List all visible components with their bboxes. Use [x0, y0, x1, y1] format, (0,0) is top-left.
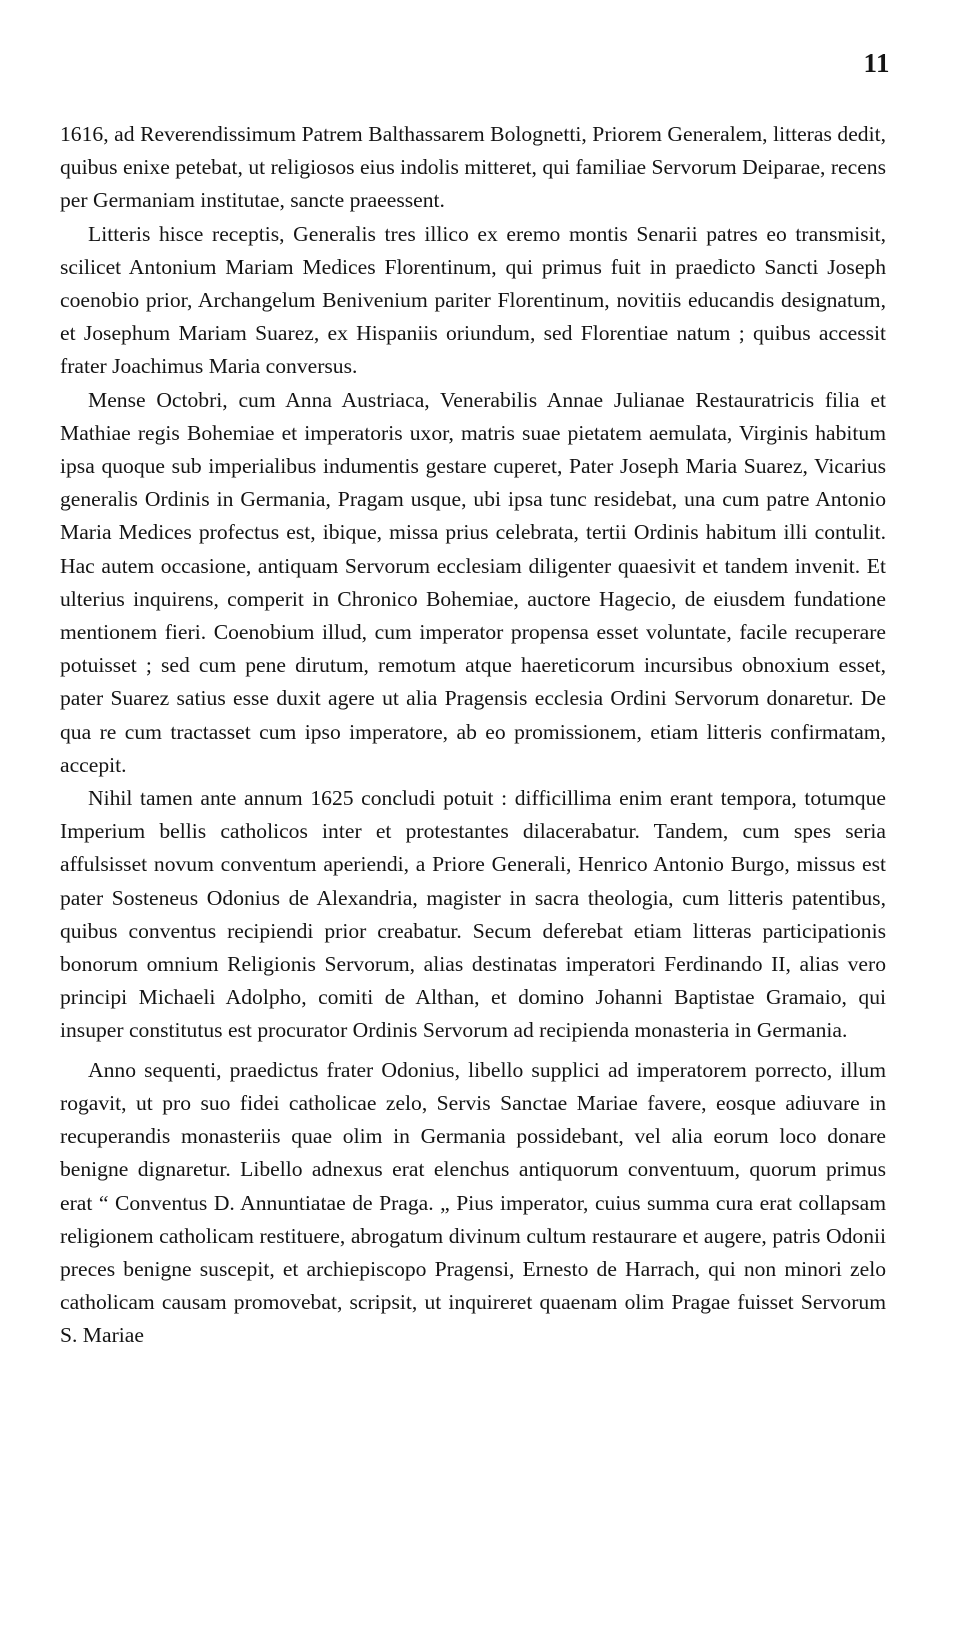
page-number: 11 [863, 48, 890, 78]
paragraph-2: Litteris hisce receptis, Generalis tres illico ex eremo montis Senarii patres eo transmisit, scilicet Antonium Mariam Medices Florentinum, qui primus fuit in praedicto Sancti Joseph coenobio prior, Archangelum Benivenium pariter Florentinum, novitiis educandis designatum, et Josephum Mariam Suarez, ex Hispaniis oriundum, sed Florentiae natum ; quibus accessit frater Joachimus Maria conversus. [60, 221, 886, 379]
text-body [60, 118, 886, 1353]
paragraph-4: Nihil tamen ante annum 1625 concludi potuit : difficillima enim erant tempora, totumque Imperium bellis catholicos inter et protestantes dilacerabatur. Tandem, cum spes seria affulsisset novum conventum aperiendi, a Priore Generali, Henrico Antonio Burgo, missus est pater Sosteneus Odonius de Alexandria, magister in sacra theologia, cum litteris patentibus, quibus conventus recipiendi prior creabatur. Secum deferebat etiam litteras participationis bonorum omnium Religionis Servorum, alias destinatas imperatori Ferdinando II, alias vero principi Michaeli Adolpho, comiti de Althan, et domino Johanni Baptistae Gramaio, qui insuper constitutus est procurator Ordinis Servorum ad recipienda monasteria in Germania. [60, 786, 886, 1043]
paragraph-5: Anno sequenti, praedictus frater Odonius, libello supplici ad imperatorem porrecto, illum rogavit, ut pro suo fidei catholicae zelo, Servis Sanctae Mariae favere, eosque adiuvare in recuperandis monasteriis quae olim in Germania possidebant, vel alia eorum loco donare benigne dignaretur. Libello adnexus erat elenchus antiquorum conventuum, quorum primus erat “ Conventus D. Annuntiatae de Praga. „ Pius imperator, cuius summa cura erat collapsam religionem catholicam restituere, abrogatum divinum cultum restaurare et augere, patris Odonii preces benigne suscepit, et archiepiscopo Pragensi, Ernesto de Harrach, qui non minori zelo catholicam causam promovebat, scripsit, ut inquireret quaenam olim Pragae fuisset Servorum S. Mariae [60, 1057, 886, 1348]
paragraph-3: Mense Octobri, cum Anna Austriaca, Venerabilis Annae Julianae Restauratricis filia et Mathiae regis Bohemiae et imperatoris uxor, matris suae pietatem aemulata, Virginis habitum ipsa quoque sub imperialibus indumentis gestare cuperet, Pater Joseph Maria Suarez, Vicarius generalis Ordinis in Germania, Pragam usque, ubi ipsa tunc residebat, una cum patre Antonio Maria Medices profectus est, ibique, missa prius celebrata, tertii Ordinis habitum illi contulit. Hac autem occasione, antiquam Servorum ecclesiam diligenter quaesivit et tandem invenit. Et ulterius inquirens, comperit in Chronico Bohemiae, auctore Hagecio, de eiusdem fundatione mentionem fieri. Coenobium illud, cum imperator propensa esset voluntate, facile recuperare potuisset ; sed cum pene dirutum, remotum atque haereticorum incursibus obnoxium esset, pater Suarez satius esse duxit agere ut alia Pragensis ecclesia Ordini Servorum donaretur. De qua re cum tractasset cum ipso imperatore, ab eo promissionem, etiam litteris confirmatam, accepit. [60, 387, 886, 777]
paragraph-1: 1616, ad Reverendissimum Patrem Balthassarem Bolognetti, Priorem Generalem, litteras dedit, quibus enixe petebat, ut religiosos eius indolis mitteret, qui familiae Servorum Deiparae, recens per Germaniam institutae, sancte praeessent. [60, 122, 886, 213]
